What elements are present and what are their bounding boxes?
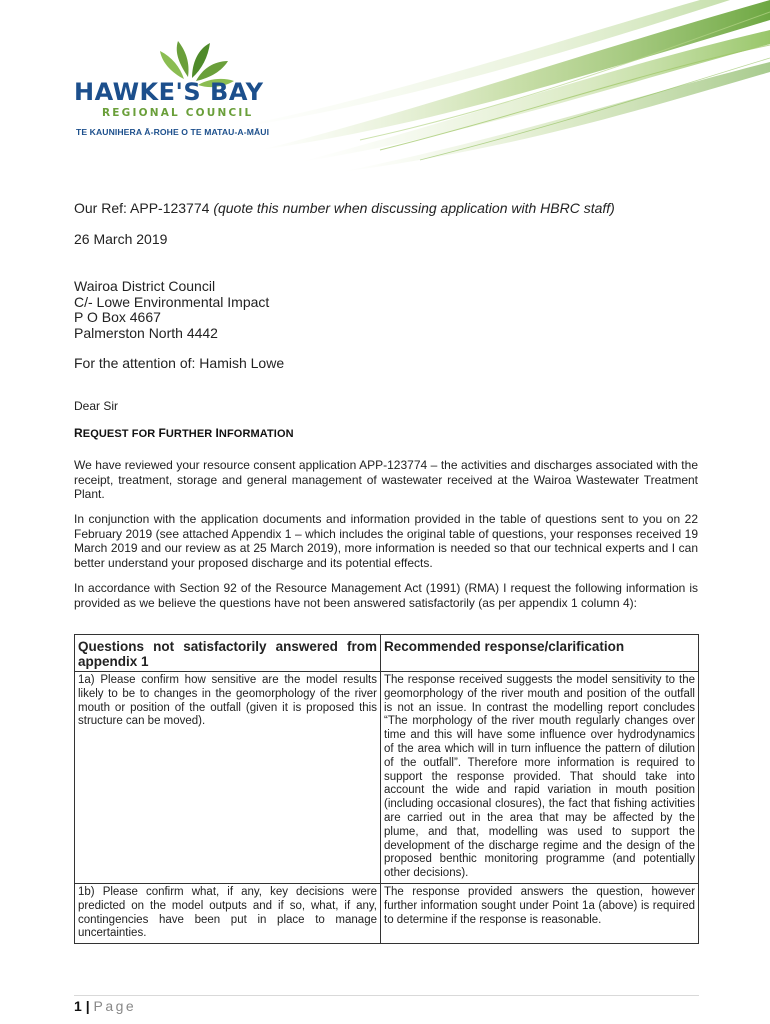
address-line: P O Box 4667 bbox=[74, 309, 161, 325]
footer-divider bbox=[74, 995, 699, 996]
table-row bbox=[75, 672, 699, 884]
salutation: Dear Sir bbox=[74, 399, 119, 413]
question-cell: 1b) Please confirm what, if any, key decisions were predicted on the model outputs and if so, what, if any, contingencies have been put in place to manage uncertainties. bbox=[75, 883, 381, 943]
page-footer bbox=[74, 998, 136, 1014]
logo-maori-name: TE KAUNIHERA Ā-ROHE O TE MATAU-A-MĀUI bbox=[76, 127, 270, 137]
page-number: 1 bbox=[74, 998, 82, 1014]
table-row bbox=[75, 883, 699, 943]
reference-number: Our Ref: APP-123774 bbox=[74, 200, 210, 216]
page-label: Page bbox=[93, 998, 137, 1014]
table-header: Recommended response/clarification bbox=[381, 635, 699, 672]
footer-separator: | bbox=[85, 998, 90, 1014]
logo-subtitle: REGIONAL COUNCIL bbox=[102, 107, 254, 119]
logo-name: HAWKE'S BAY bbox=[74, 78, 264, 106]
address-line: Palmerston North 4442 bbox=[74, 325, 218, 341]
reference-line bbox=[74, 200, 615, 216]
question-cell: 1a) Please confirm how sensitive are the model results likely to be to changes in the geomorphology of the river mouth or position of the outfall (given it is proposed this structure can be moved). bbox=[75, 672, 381, 884]
body-paragraph: We have reviewed your resource consent application APP-123774 – the activities and discharges associated with the receipt, treatment, storage and general management of wastewater received at the Wairoa Wastewater Treatment Plant. bbox=[74, 458, 698, 501]
body-paragraph: In accordance with Section 92 of the Resource Management Act (1991) (RMA) I request the following information is provided as we believe the questions have not been answered satisfactorily (as per appendix 1 column 4): bbox=[74, 581, 698, 610]
attention-line: For the attention of: Hamish Lowe bbox=[74, 355, 285, 371]
letter-date: 26 March 2019 bbox=[74, 231, 168, 247]
address-line: C/- Lowe Environmental Impact bbox=[74, 294, 270, 310]
body-paragraph: In conjunction with the application documents and information provided in the table of questions sent to you on 22 February 2019 (see attached Appendix 1 – which includes the original table of questions, your responses received 19 March 2019 and our review as at 25 March 2019), more information is needed so that our technical experts and I can better understand your proposed discharge and its potential effects. bbox=[74, 512, 698, 570]
response-cell: The response received suggests the model sensitivity to the geomorphology of the river mouth and position of the outfall is not an issue. In contrast the modelling report concludes “The morphology of the river mouth regularly changes over time and this will have some influence over hydrodynamics of the area which will in turn influence the pattern of dilution of the outfall”. Therefore more information is required to support the response provided. That should take into account the wide and rapid variation in mouth position (including occasional closures), the fact that fishing activities are carried out in the area that may be affected by the plume, and that, modelling was used to support the development of the discharge regime and the design of the proposed benthic monitoring programme (and potentially other decisions). bbox=[381, 672, 699, 884]
questions-table bbox=[74, 634, 699, 944]
address-line: Wairoa District Council bbox=[74, 278, 216, 294]
table-header-row bbox=[75, 635, 699, 672]
subject-heading: REQUEST FOR FURTHER INFORMATION bbox=[74, 426, 294, 440]
response-cell: The response provided answers the question, however further information sought under Point 1a (above) is required to determine if the response is reasonable. bbox=[381, 883, 699, 943]
reference-note: (quote this number when discussing application with HBRC staff) bbox=[213, 200, 615, 216]
table-header: Questions not satisfactorily answered from appendix 1 bbox=[75, 635, 381, 672]
